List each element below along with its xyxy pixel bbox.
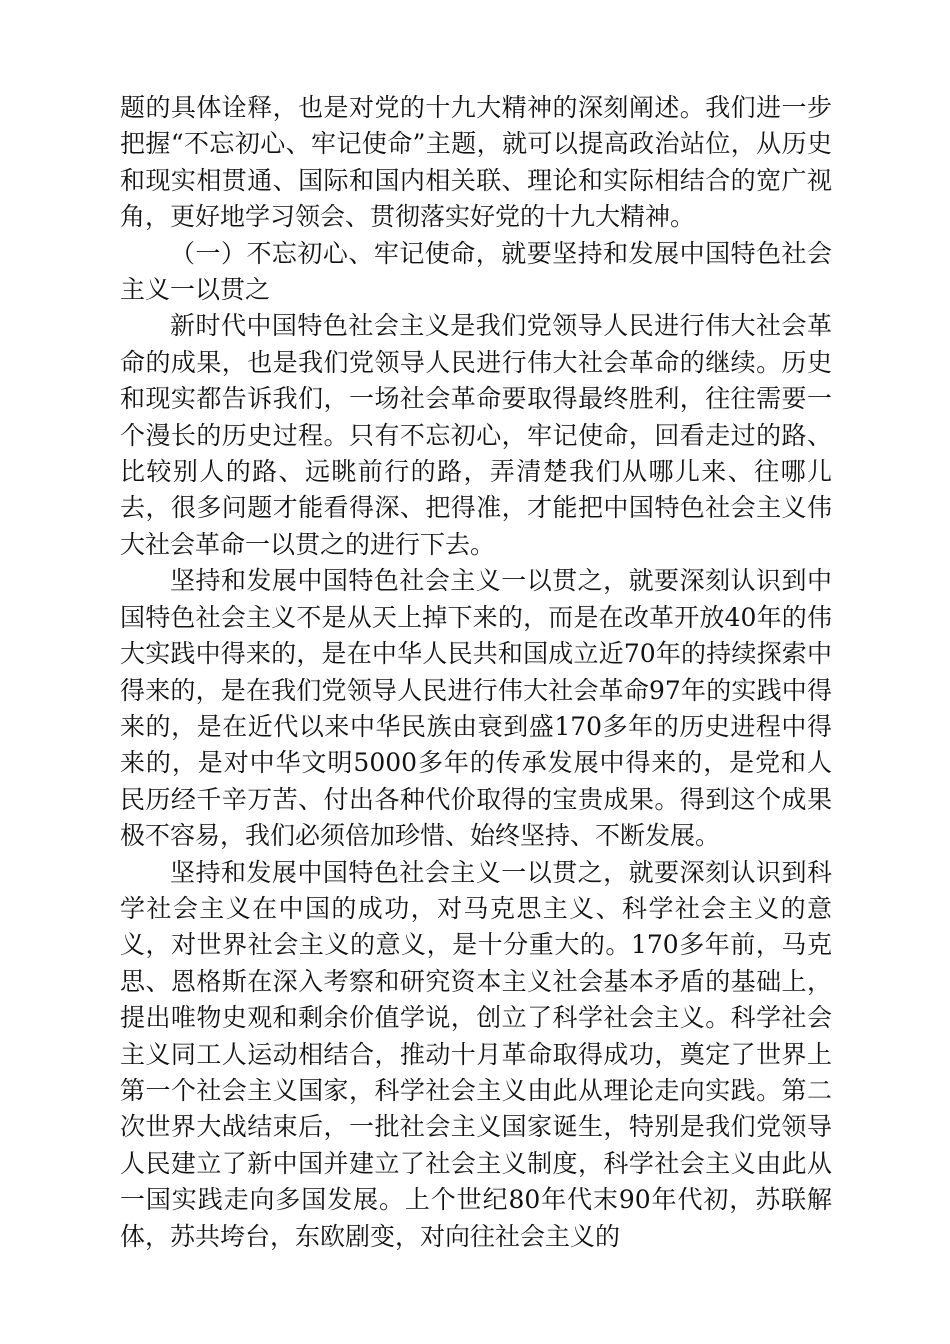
paragraph-continuation: 题的具体诠释，也是对党的十九大精神的深刻阐述。我们进一步把握“不忘初心、牢记使命”主题，就可以提高政治站位，从历史和现实相贯通、国际和国内相关联、理论和实际相结合的宽广视角，更好地学习领会、贯彻落实好党的十九大精神。 xyxy=(120,93,832,232)
paragraph: 坚持和发展中国特色社会主义一以贯之，就要深刻认识到中国特色社会主义不是从天上掉下来的，而是在改革开放40年的伟大实践中得来的，是在中华人民共和国成立近70年的持续探索中得来的，是在我们党领导人民进行伟大社会革命97年的实践中得来的，是在近代以来中华民族由衰到盛170多年的历史进程中得来的，是对中华文明5000多年的传承发展中得来的，是党和人民历经千辛万苦、付出各种代价取得的宝贵成果。得到这个成果极不容易，我们必须倍加珍惜、始终坚持、不断发展。 xyxy=(120,566,832,851)
section-heading: （一）不忘初心、牢记使命，就要坚持和发展中国特色社会主义一以贯之 xyxy=(120,238,832,305)
paragraph: 新时代中国特色社会主义是我们党领导人民进行伟大社会革命的成果，也是我们党领导人民进行伟大社会革命的继续。历史和现实都告诉我们，一场社会革命要取得最终胜利，往往需要一个漫长的历史过程。只有不忘初心，牢记使命，回看走过的路、比较别人的路、远眺前行的路，弄清楚我们从哪儿来、往哪儿去，很多问题才能看得深、把得准，才能把中国特色社会主义伟大社会革命一以贯之的进行下去。 xyxy=(120,311,832,559)
document-body xyxy=(120,90,832,1255)
paragraph: 坚持和发展中国特色社会主义一以贯之，就要深刻认识到科学社会主义在中国的成功，对马克思主义、科学社会主义的意义，对世界社会主义的意义，是十分重大的。170多年前，马克思、恩格斯在深入考察和研究资本主义社会基本矛盾的基础上，提出唯物史观和剩余价值学说，创立了科学社会主义。科学社会主义同工人运动相结合，推动十月革命取得成功，奠定了世界上第一个社会主义国家，科学社会主义由此从理论走向实践。第二次世界大战结束后，一批社会主义国家诞生，特别是我们党领导人民建立了新中国并建立了社会主义制度，科学社会主义由此从一国实践走向多国发展。上个世纪80年代末90年代初，苏联解体，苏共垮台，东欧剧变，对向往社会主义的 xyxy=(120,857,832,1251)
